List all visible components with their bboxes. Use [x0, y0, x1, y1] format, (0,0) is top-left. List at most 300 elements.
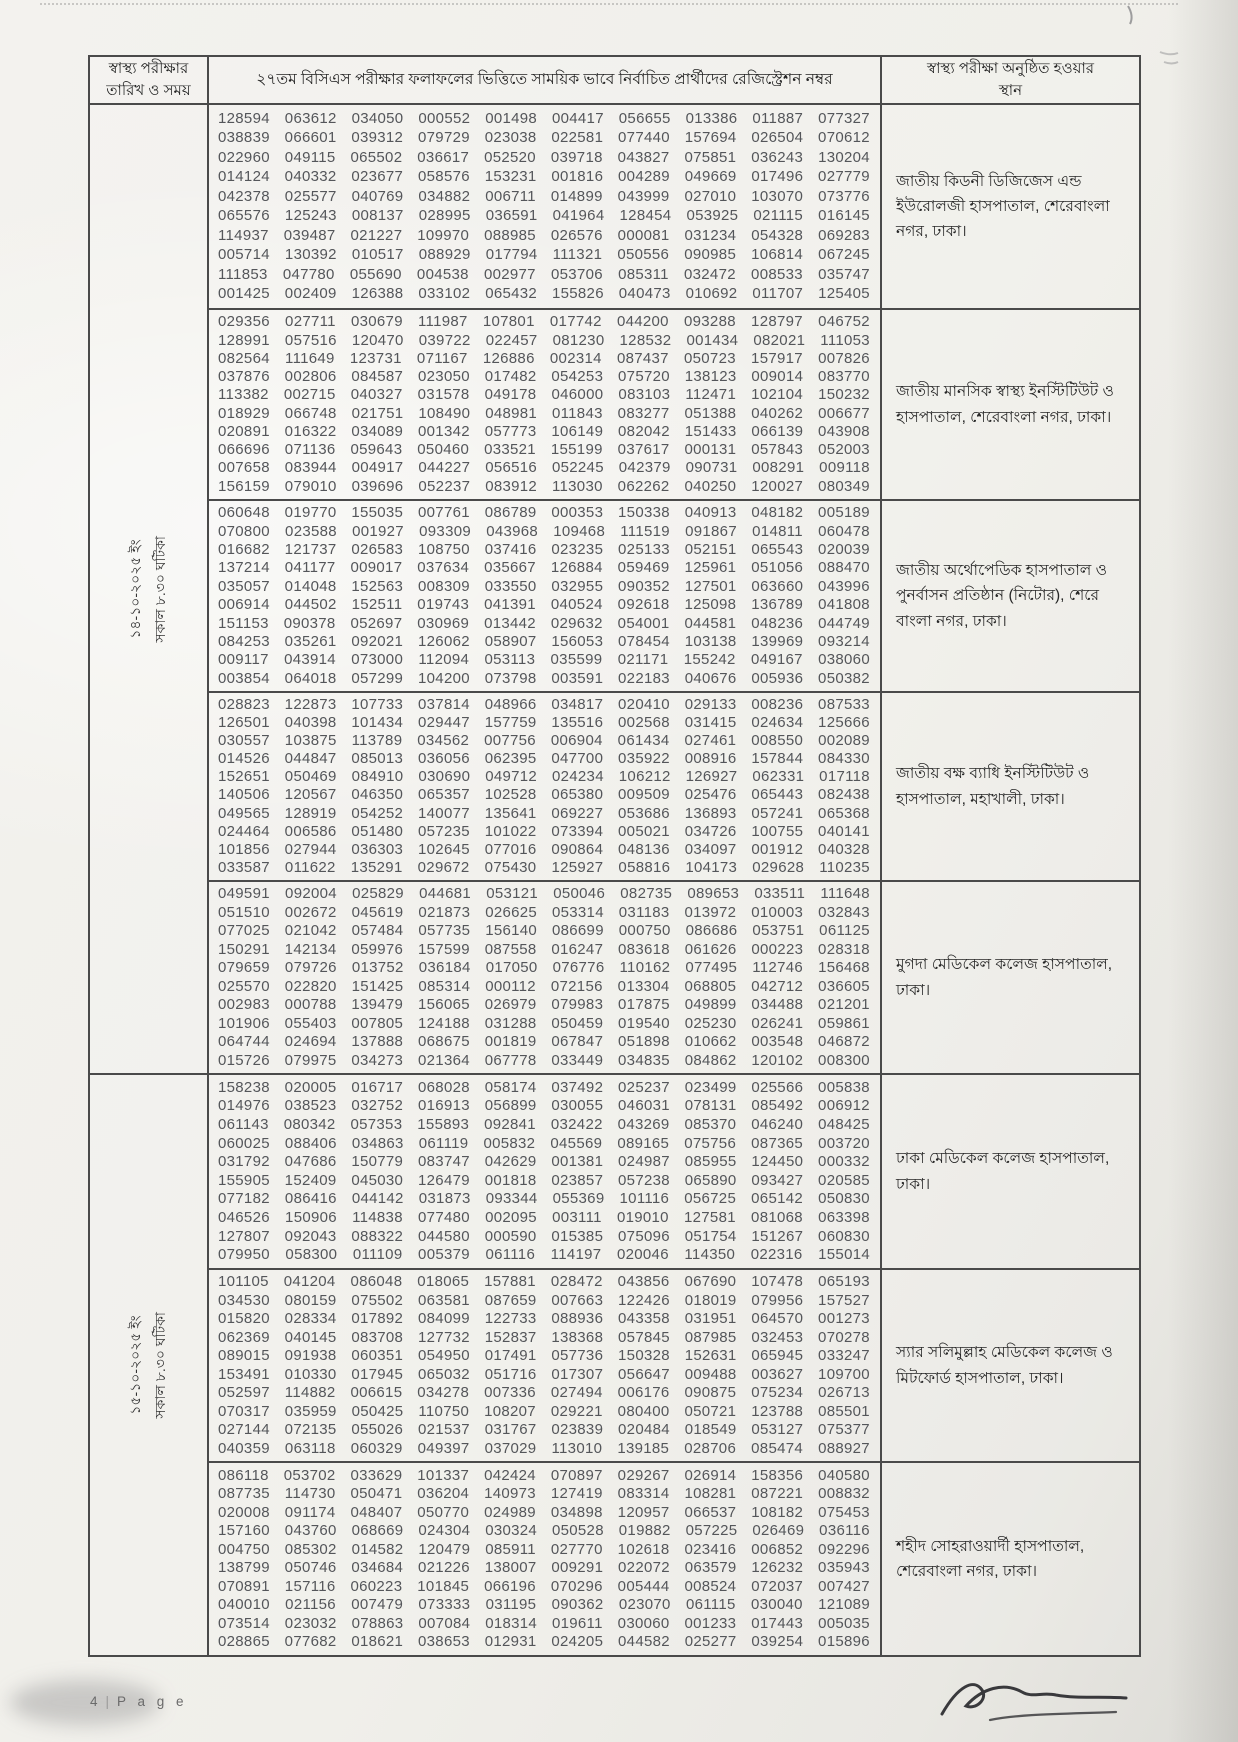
registration-number: 066696: [218, 441, 270, 459]
registration-number: 067245: [818, 246, 870, 264]
registration-number: 019770: [284, 504, 337, 522]
registration-number: 043827: [617, 148, 670, 166]
registration-number: 093427: [751, 1171, 804, 1189]
registration-number: 128454: [619, 207, 672, 225]
registration-number: 016247: [551, 940, 604, 958]
registration-number: 081068: [751, 1209, 803, 1226]
registration-number: 005189: [818, 504, 870, 522]
registration-number: 000590: [484, 1227, 537, 1245]
registration-number: 046031: [618, 1097, 670, 1115]
registration-number: 151267: [751, 1227, 804, 1245]
registration-number: 101022: [484, 822, 537, 840]
registration-number: 083747: [418, 1153, 470, 1171]
registration-number: 036204: [417, 1485, 470, 1503]
registration-number: 010517: [351, 246, 404, 264]
registration-number: 022960: [218, 148, 270, 166]
registration-number: 057225: [685, 1522, 738, 1540]
header-location-line2: স্থান: [998, 82, 1023, 99]
registration-number: 053127: [751, 1421, 804, 1439]
registration-number: 000131: [684, 441, 737, 459]
registration-number: 019010: [616, 1209, 669, 1226]
registration-number: 008524: [684, 1577, 737, 1595]
registration-number: 011622: [284, 858, 336, 876]
registration-number: 128991: [218, 331, 270, 349]
registration-number: 029267: [617, 1466, 670, 1484]
registration-number: 006904: [550, 732, 603, 750]
registration-number: 091867: [685, 522, 737, 540]
registration-number: 090864: [551, 840, 604, 858]
registration-number-row: [209, 1172, 880, 1190]
registration-numbers-block: [209, 105, 882, 310]
registration-number: 023677: [351, 168, 404, 186]
registration-number: 083103: [618, 386, 671, 404]
registration-number: 040580: [818, 1466, 870, 1484]
registration-number: 135291: [350, 858, 403, 876]
registration-number: 039254: [751, 1633, 804, 1651]
registration-number: 063398: [818, 1209, 870, 1226]
page-number: 4: [90, 1694, 98, 1709]
registration-number-row: [209, 978, 880, 996]
registration-number: 022316: [750, 1246, 803, 1264]
registration-number: 025566: [751, 1078, 804, 1096]
registration-number: 075502: [351, 1291, 404, 1309]
registration-number: 090378: [283, 614, 336, 632]
registration-number: 001498: [485, 109, 538, 127]
registration-number: 104173: [685, 858, 738, 876]
registration-number: 033521: [484, 441, 536, 459]
registration-number: 032472: [684, 265, 736, 283]
registration-number: 125927: [551, 858, 604, 876]
registration-number: 056725: [684, 1190, 737, 1208]
registration-number: 075096: [618, 1227, 670, 1245]
registration-number: 011109: [352, 1246, 403, 1264]
registration-number: 084099: [418, 1310, 470, 1328]
registration-number: 073394: [551, 822, 604, 840]
registration-number: 108207: [484, 1402, 536, 1420]
registration-number: 070612: [818, 129, 870, 147]
registration-number: 065142: [751, 1190, 804, 1208]
registration-number: 108490: [418, 404, 471, 422]
registration-number-row: [209, 1485, 880, 1503]
registration-number: 041204: [283, 1273, 336, 1291]
registration-number: 046240: [751, 1115, 804, 1133]
registration-number: 019882: [618, 1522, 671, 1540]
registration-number: 043908: [818, 422, 870, 440]
registration-number: 077025: [218, 922, 270, 940]
registration-number: 050770: [417, 1503, 470, 1521]
exam-date-group-1-text: [123, 536, 173, 643]
registration-number: 042629: [484, 1153, 537, 1171]
registration-number: 001273: [818, 1310, 870, 1328]
registration-number: 026713: [818, 1384, 870, 1402]
registration-number: 138007: [484, 1559, 537, 1577]
registration-number-row: [209, 1421, 880, 1439]
registration-number: 049115: [284, 148, 336, 166]
registration-number: 079950: [218, 1246, 270, 1264]
registration-number: 151153: [218, 614, 269, 632]
registration-number: 155014: [818, 1246, 870, 1264]
registration-number: 044200: [616, 313, 669, 331]
registration-number-row: [209, 714, 880, 732]
registration-number: 071167: [416, 349, 468, 367]
registration-number: 026625: [485, 903, 538, 921]
registration-number: 013304: [617, 977, 670, 995]
registration-number: 005444: [617, 1577, 670, 1595]
registration-number: 040328: [818, 840, 870, 858]
registration-number: 008832: [818, 1485, 870, 1503]
registration-number: 070296: [550, 1577, 603, 1595]
registration-number: 066139: [751, 422, 804, 440]
registration-number: 127732: [418, 1328, 470, 1346]
registration-number: 138123: [684, 368, 737, 386]
registration-number: 007761: [418, 504, 470, 522]
registration-number: 001818: [484, 1171, 537, 1189]
registration-number-row: [209, 246, 880, 264]
registration-number: 136893: [684, 804, 737, 822]
registration-number: 049712: [485, 768, 538, 786]
registration-number-row: [209, 1153, 880, 1171]
registration-number: 057773: [484, 422, 537, 440]
registration-number: 034898: [550, 1503, 603, 1521]
registration-number: 007336: [484, 1384, 536, 1402]
registration-number-row: [209, 1310, 880, 1328]
registration-number: 001819: [484, 1033, 537, 1051]
registration-number: 063660: [751, 577, 804, 595]
registration-number: 025570: [218, 977, 270, 995]
registration-number: 053706: [551, 265, 603, 283]
registration-number: 048136: [618, 840, 670, 858]
hospital-location-cell: [882, 693, 1139, 882]
registration-number: 034278: [417, 1384, 470, 1402]
registration-number: 007805: [351, 1014, 404, 1032]
registration-number: 121737: [284, 541, 337, 559]
registration-number: 011843: [551, 404, 603, 422]
registration-number: 138799: [218, 1559, 270, 1577]
registration-number-row: [209, 285, 880, 303]
registration-number: 043968: [486, 522, 539, 540]
registration-number: 060223: [350, 1577, 403, 1595]
registration-number: 030690: [418, 768, 471, 786]
registration-number: 126886: [482, 349, 535, 367]
registration-numbers-block: [209, 310, 882, 501]
registration-number: 077327: [818, 109, 870, 127]
registration-number-row: [209, 386, 880, 404]
registration-number: 077495: [685, 959, 738, 977]
registration-number: 101856: [218, 840, 270, 858]
footer-separator: |: [105, 1694, 110, 1709]
registration-number: 021226: [418, 1559, 470, 1577]
registration-number: 080159: [284, 1291, 337, 1309]
registration-number: 065576: [218, 207, 270, 225]
registration-number: 006677: [818, 404, 870, 422]
registration-number-row: [209, 478, 880, 496]
exam-time-1: সকাল ৮.৩০ ঘটিকা: [152, 535, 169, 643]
registration-number: 027711: [285, 313, 336, 331]
registration-number: 120567: [284, 786, 337, 804]
registration-number: 051510: [218, 903, 270, 921]
registration-number: 157881: [484, 1273, 536, 1291]
registration-number: 024304: [418, 1522, 471, 1540]
registration-number: 005379: [418, 1246, 470, 1264]
registration-number: 090352: [618, 577, 670, 595]
registration-number: 081230: [552, 331, 605, 349]
registration-number: 062262: [617, 477, 670, 495]
registration-number: 061116: [485, 1246, 536, 1264]
registration-number: 073514: [218, 1614, 270, 1632]
registration-number: 021751: [351, 404, 404, 422]
registration-number: 024989: [484, 1503, 536, 1521]
registration-number-row: [209, 823, 880, 841]
registration-number: 031234: [684, 226, 737, 244]
registration-number: 046350: [351, 786, 404, 804]
registration-number: 017875: [618, 996, 670, 1014]
registration-number: 030055: [551, 1097, 604, 1115]
registration-number: 001816: [551, 168, 604, 186]
registration-number: 084587: [351, 368, 404, 386]
registration-number: 021227: [350, 226, 403, 244]
registration-number: 023499: [684, 1078, 737, 1096]
registration-number: 010330: [284, 1365, 337, 1383]
registration-number: 110235: [819, 858, 870, 876]
registration-number-row: [209, 332, 880, 350]
registration-number: 085314: [418, 977, 471, 995]
registration-number: 035667: [484, 559, 536, 577]
registration-number: 137214: [218, 559, 270, 577]
registration-number: 087985: [684, 1328, 737, 1346]
registration-number: 038839: [218, 129, 270, 147]
registration-number: 019743: [417, 596, 470, 614]
registration-number: 020046: [616, 1246, 669, 1264]
registration-number: 101434: [351, 714, 404, 732]
registration-number-row: [209, 1135, 880, 1153]
registration-number-row: [209, 504, 880, 522]
registration-number: 088406: [284, 1134, 337, 1152]
registration-number: 032843: [818, 903, 870, 921]
registration-number: 005936: [751, 669, 804, 687]
registration-number-row: [209, 266, 880, 284]
registration-number: 002672: [284, 903, 337, 921]
registration-number: 034882: [418, 187, 471, 205]
registration-number: 045569: [550, 1134, 603, 1152]
registration-number: 066196: [484, 1577, 536, 1595]
registration-number: 027461: [684, 732, 737, 750]
registration-number: 002314: [549, 349, 602, 367]
registration-number: 004417: [551, 109, 604, 127]
registration-number-row: [209, 227, 880, 245]
exam-date-2: ১৫-১০-২০২৫ ইং: [127, 1315, 144, 1415]
registration-number: 080349: [818, 477, 870, 495]
registration-number: 033247: [818, 1347, 870, 1365]
registration-number: 002977: [483, 265, 536, 283]
registration-number: 083314: [617, 1485, 670, 1503]
registration-number: 040332: [284, 168, 337, 186]
registration-number: 157917: [751, 349, 803, 367]
registration-number: 006711: [485, 187, 536, 205]
registration-number: 089015: [218, 1347, 270, 1365]
exam-date-1: ১৪-১০-২০২৫ ইং: [127, 539, 144, 639]
registration-number: 087558: [484, 940, 537, 958]
registration-number: 040913: [684, 504, 737, 522]
registration-number: 000081: [617, 226, 670, 244]
registration-number: 064018: [284, 669, 337, 687]
registration-number: 085492: [751, 1097, 804, 1115]
registration-number: 156053: [551, 632, 604, 650]
registration-number: 058174: [484, 1078, 537, 1096]
registration-number: 109970: [417, 226, 470, 244]
registration-number-row: [209, 885, 880, 903]
registration-number: 057843: [751, 441, 804, 459]
registration-number: 152651: [218, 768, 270, 786]
registration-number: 002806: [284, 368, 337, 386]
registration-number: 075377: [818, 1421, 870, 1439]
registration-number: 034835: [618, 1051, 670, 1069]
registration-number: 052697: [350, 614, 403, 632]
registration-number: 079010: [284, 477, 337, 495]
registration-number: 090731: [685, 459, 738, 477]
registration-number: 065945: [751, 1347, 804, 1365]
registration-number: 056516: [485, 459, 538, 477]
registration-number-row: [209, 1366, 880, 1384]
registration-number: 063612: [284, 109, 337, 127]
registration-number: 007658: [218, 459, 270, 477]
registration-number-row: [209, 441, 880, 459]
registration-number: 017491: [484, 1347, 537, 1365]
registration-number-row: [209, 368, 880, 386]
registration-number: 044227: [418, 459, 471, 477]
registration-number-row: [209, 1633, 880, 1651]
registration-number: 049899: [684, 996, 737, 1014]
registration-number: 050471: [350, 1485, 403, 1503]
registration-number: 032453: [751, 1328, 804, 1346]
registration-number: 026914: [684, 1466, 737, 1484]
registration-number: 151433: [684, 422, 737, 440]
registration-number: 040398: [284, 714, 337, 732]
registration-number: 057235: [418, 822, 470, 840]
registration-number: 108750: [418, 541, 470, 559]
registration-number: 034530: [218, 1291, 270, 1309]
registration-number: 028334: [284, 1310, 337, 1328]
registration-number: 029356: [218, 313, 270, 331]
header-datetime-line1: স্বাস্থ্য পরীক্ষার: [108, 60, 189, 78]
registration-number: 050830: [818, 1190, 870, 1208]
registration-number: 087735: [218, 1485, 270, 1503]
registration-number: 069283: [818, 226, 870, 244]
registration-number: 034097: [684, 840, 737, 858]
registration-number: 062369: [218, 1328, 270, 1346]
registration-number: 027144: [218, 1421, 270, 1439]
header-registration-numbers-text: ২৭তম বিসিএস পরীক্ষার ফলাফলের ভিত্তিতে সাময়িক ভাবে নির্বাচিত প্রার্থীদের রেজিস্ট্রেশন নম্বর: [256, 70, 833, 88]
registration-number-row: [209, 633, 880, 651]
registration-number: 079659: [218, 959, 270, 977]
registration-number: 056647: [618, 1365, 670, 1383]
registration-number: 053686: [618, 804, 670, 822]
registration-number: 008916: [684, 750, 737, 768]
registration-number: 061125: [819, 922, 870, 940]
registration-number: 050460: [417, 441, 470, 459]
registration-number: 047780: [282, 265, 335, 283]
registration-number: 082564: [218, 349, 270, 367]
registration-number-row: [209, 149, 880, 167]
registration-number: 031873: [418, 1190, 471, 1208]
registration-number: 106212: [618, 768, 671, 786]
registration-number: 153231: [484, 168, 537, 186]
registration-number: 089165: [617, 1134, 670, 1152]
registration-number: 085311: [618, 265, 669, 283]
registration-number: 017496: [751, 168, 804, 186]
registration-number: 018929: [218, 404, 270, 422]
registration-number: 111853: [218, 265, 268, 283]
registration-number: 006914: [218, 596, 270, 614]
registration-number-row: [209, 129, 880, 147]
registration-number: 049178: [484, 386, 537, 404]
registration-number-row: [209, 207, 880, 225]
registration-number-row: [209, 1522, 880, 1540]
registration-number: 033587: [218, 858, 270, 876]
registration-number: 007084: [418, 1614, 471, 1632]
registration-number: 015896: [818, 1633, 870, 1651]
registration-number: 150338: [618, 504, 670, 522]
registration-number: 102645: [418, 840, 470, 858]
registration-number: 138368: [551, 1328, 604, 1346]
registration-number: 086789: [484, 504, 537, 522]
registration-number: 007756: [484, 732, 536, 750]
registration-number: 057735: [418, 922, 471, 940]
registration-number: 127807: [218, 1227, 270, 1245]
registration-number: 022581: [551, 129, 604, 147]
header-registration-numbers: [209, 57, 882, 105]
hospital-location-cell: [882, 1270, 1139, 1463]
registration-number-row: [209, 1033, 880, 1051]
registration-number: 023235: [551, 541, 604, 559]
registration-number: 126927: [685, 768, 738, 786]
registration-number: 101337: [417, 1466, 470, 1484]
registration-number: 030040: [750, 1596, 803, 1614]
registration-number: 072135: [284, 1421, 337, 1439]
registration-number: 037876: [218, 368, 270, 386]
registration-number: 107801: [482, 313, 535, 331]
registration-number: 049167: [750, 651, 803, 669]
registration-number: 073333: [418, 1596, 471, 1614]
registration-number: 034726: [684, 822, 737, 840]
registration-number: 006586: [284, 822, 337, 840]
registration-number: 019540: [618, 1014, 670, 1032]
registration-number-row: [209, 750, 880, 768]
registration-number: 031288: [484, 1014, 537, 1032]
registration-number: 018549: [684, 1421, 737, 1439]
registration-number-row: [209, 768, 880, 786]
hospital-location: জাতীয় মানসিক স্বাস্থ্য ইনস্টিটিউট ও হাসপাতাল, শেরেবাংলা নগর, ঢাকা।: [896, 383, 1114, 426]
registration-number: 009017: [350, 559, 403, 577]
registration-number-row: [209, 1246, 880, 1264]
registration-number-row: [209, 1097, 880, 1115]
registration-number: 053113: [484, 651, 536, 669]
registration-number: 058576: [418, 168, 470, 186]
registration-number: 123731: [349, 349, 402, 367]
registration-number: 050459: [551, 1014, 604, 1032]
registration-number: 052597: [218, 1384, 270, 1402]
registration-number: 120479: [418, 1540, 471, 1558]
registration-number: 108281: [684, 1485, 737, 1503]
registration-number-row: [209, 959, 880, 977]
registration-number: 026504: [751, 129, 804, 147]
registration-number: 021042: [284, 922, 337, 940]
registration-number: 060351: [351, 1347, 404, 1365]
registration-numbers-block: [209, 501, 882, 693]
registration-number: 028865: [218, 1633, 270, 1651]
registration-number: 086048: [350, 1273, 403, 1291]
registration-number: 120957: [617, 1503, 670, 1521]
registration-number: 109700: [818, 1365, 870, 1383]
